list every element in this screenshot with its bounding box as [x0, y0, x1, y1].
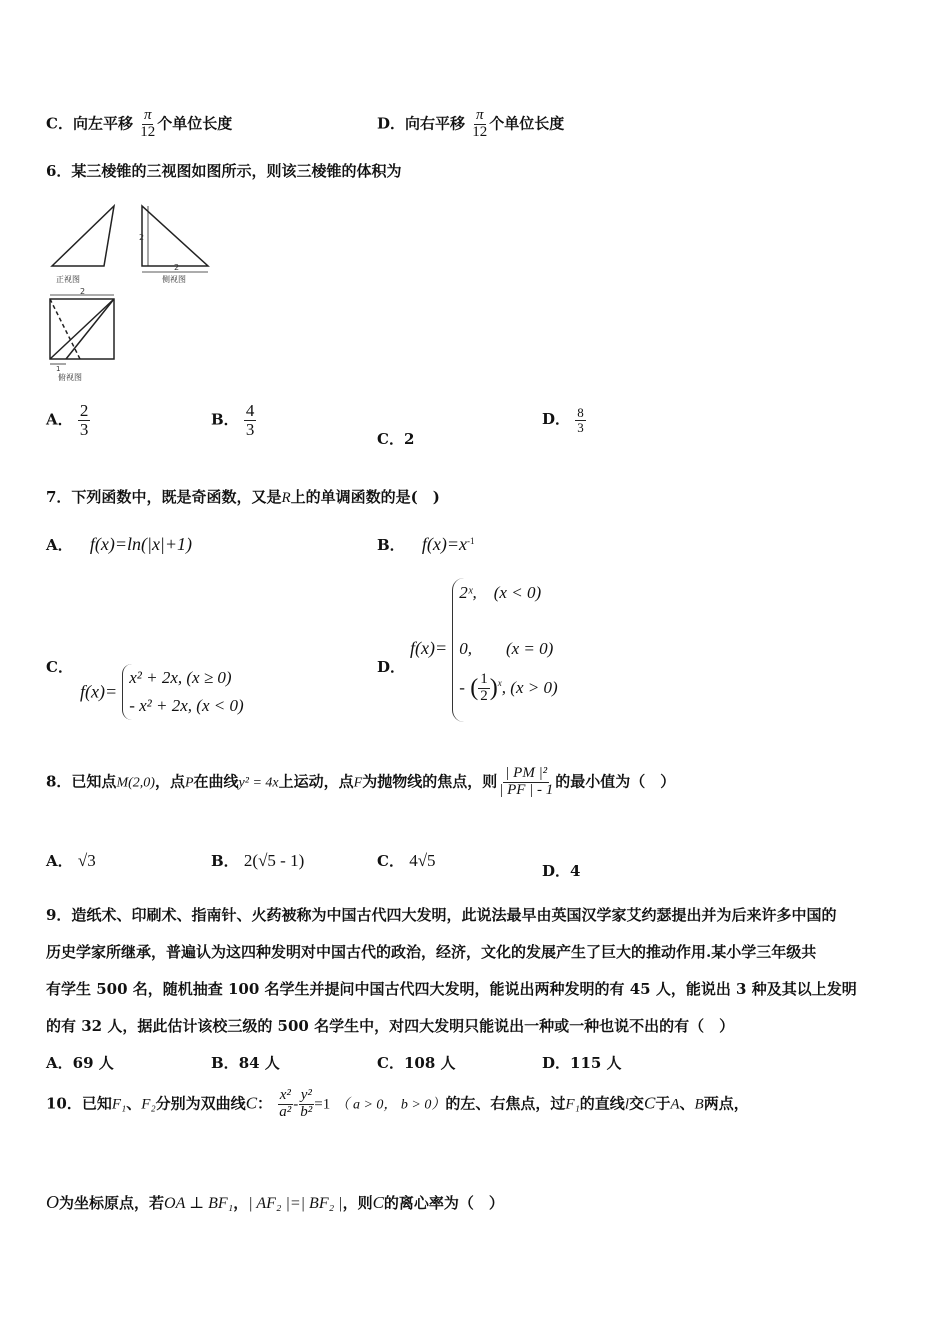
- q5-option-d: D．向右平移 $\frac{\pi}{12}$ 个单位长度: [377, 107, 565, 140]
- q7-option-c-expr: f(x)= x² + 2x, (x ≥ 0) - x² + 2x, (x < 0): [80, 664, 244, 720]
- q7-stem: 7．下列函数中，既是奇函数，又是R上的单调函数的是( ): [46, 488, 440, 506]
- q7-option-a: A． f(x)=ln(|x|+1): [46, 534, 193, 554]
- side-dim-vertical: 2: [139, 233, 145, 242]
- q6-option-c: C．2: [377, 430, 415, 448]
- q8-option-a: A． √3: [46, 851, 96, 870]
- top-view-caption: 俯视图: [58, 373, 82, 382]
- q10-line1: 10．已知F₁、F₂分别为双曲线C： $\frac{\text{x²}}{\text{a²}}$ - $\frac{\text{y²}}{\text{b²}}$ =1 （ a > 0， b > 0）的左、右焦点，过F₁的直线l交C于A、B两点，: [46, 1087, 749, 1120]
- q6-option-d: D． $\frac{8}{3}$: [542, 405, 584, 435]
- q6-option-a: A． $\frac{2}{3}$: [46, 401, 89, 439]
- q9-option-b: B．84 人: [211, 1054, 280, 1072]
- q6-option-b: B． $\frac{4}{3}$: [211, 401, 255, 439]
- q7-option-b: B． $f(x)=x^{-1}$: [377, 534, 475, 554]
- q7-option-d-label: D．: [377, 658, 406, 676]
- q7-option-c-label: C．: [46, 658, 73, 676]
- top-dim-small: 1: [56, 365, 61, 373]
- q9-option-a: A．69 人: [46, 1054, 114, 1072]
- q8-option-c: C． 4√5: [377, 851, 436, 870]
- q9-option-c: C．108 人: [377, 1054, 456, 1072]
- front-view-caption: 正视图: [56, 275, 80, 284]
- q9-option-d: D．115 人: [542, 1054, 622, 1072]
- top-view: [50, 295, 114, 364]
- q7-option-d-expr: f(x)= 2ˣ, (x < 0) 0, (x = 0) - ( $\frac{1}{2}$ )$^x$, (x > 0): [410, 578, 558, 722]
- q6-three-view-figure: [44, 200, 224, 382]
- side-view-caption: 侧视图: [162, 275, 186, 284]
- q9-text: 9．造纸术、印刷术、指南针、火药被称为中国古代四大发明，此说法最早由英国汉学家艾约瑟提出并为后来许多中国的 历史学家所继承，普遍认为这四种发明对中国古代的政治，经济，文化的发展产生了巨大的推动作用.某小学三年级共 有学生 500 名，随机抽查 100 名学生并提问中国古代四大发明，能说出两种发明的有 45 人，能说出 3 种及其以上发明 的有 32 人，据此估计该校三级的 500 名学生中，对四大发明只能说出一种或一种也说不出的有（ ）: [46, 906, 857, 1035]
- q10-line2: O为坐标原点，若OA ⊥ BF₁，| AF₂ |=| BF₂ |，则C的离心率为（ ）: [46, 1192, 504, 1212]
- side-dim-horizontal: 2: [174, 263, 180, 272]
- top-dim-horizontal: 2: [80, 287, 86, 296]
- q8-stem: 8．已知点M(2,0)，点P在曲线y² = 4x上运动，点F为抛物线的焦点，则 $\frac{\text{| PM |²}}{| PF | - 1}$ 的最小值为（ ）: [46, 765, 676, 798]
- q8-option-d: D．4: [542, 862, 581, 880]
- q5-option-c: C．向左平移 $\frac{\pi}{12}$ 个单位长度: [46, 107, 233, 140]
- q5-c-fraction: $\frac{\pi}{12}$: [140, 107, 156, 140]
- q5-d-fraction: $\frac{\pi}{12}$: [472, 107, 488, 140]
- q8-option-b: B． 2(√5 - 1): [211, 851, 305, 870]
- q6-stem: 6．某三棱锥的三视图如图所示，则该三棱锥的体积为: [46, 162, 402, 180]
- front-view: [52, 206, 114, 266]
